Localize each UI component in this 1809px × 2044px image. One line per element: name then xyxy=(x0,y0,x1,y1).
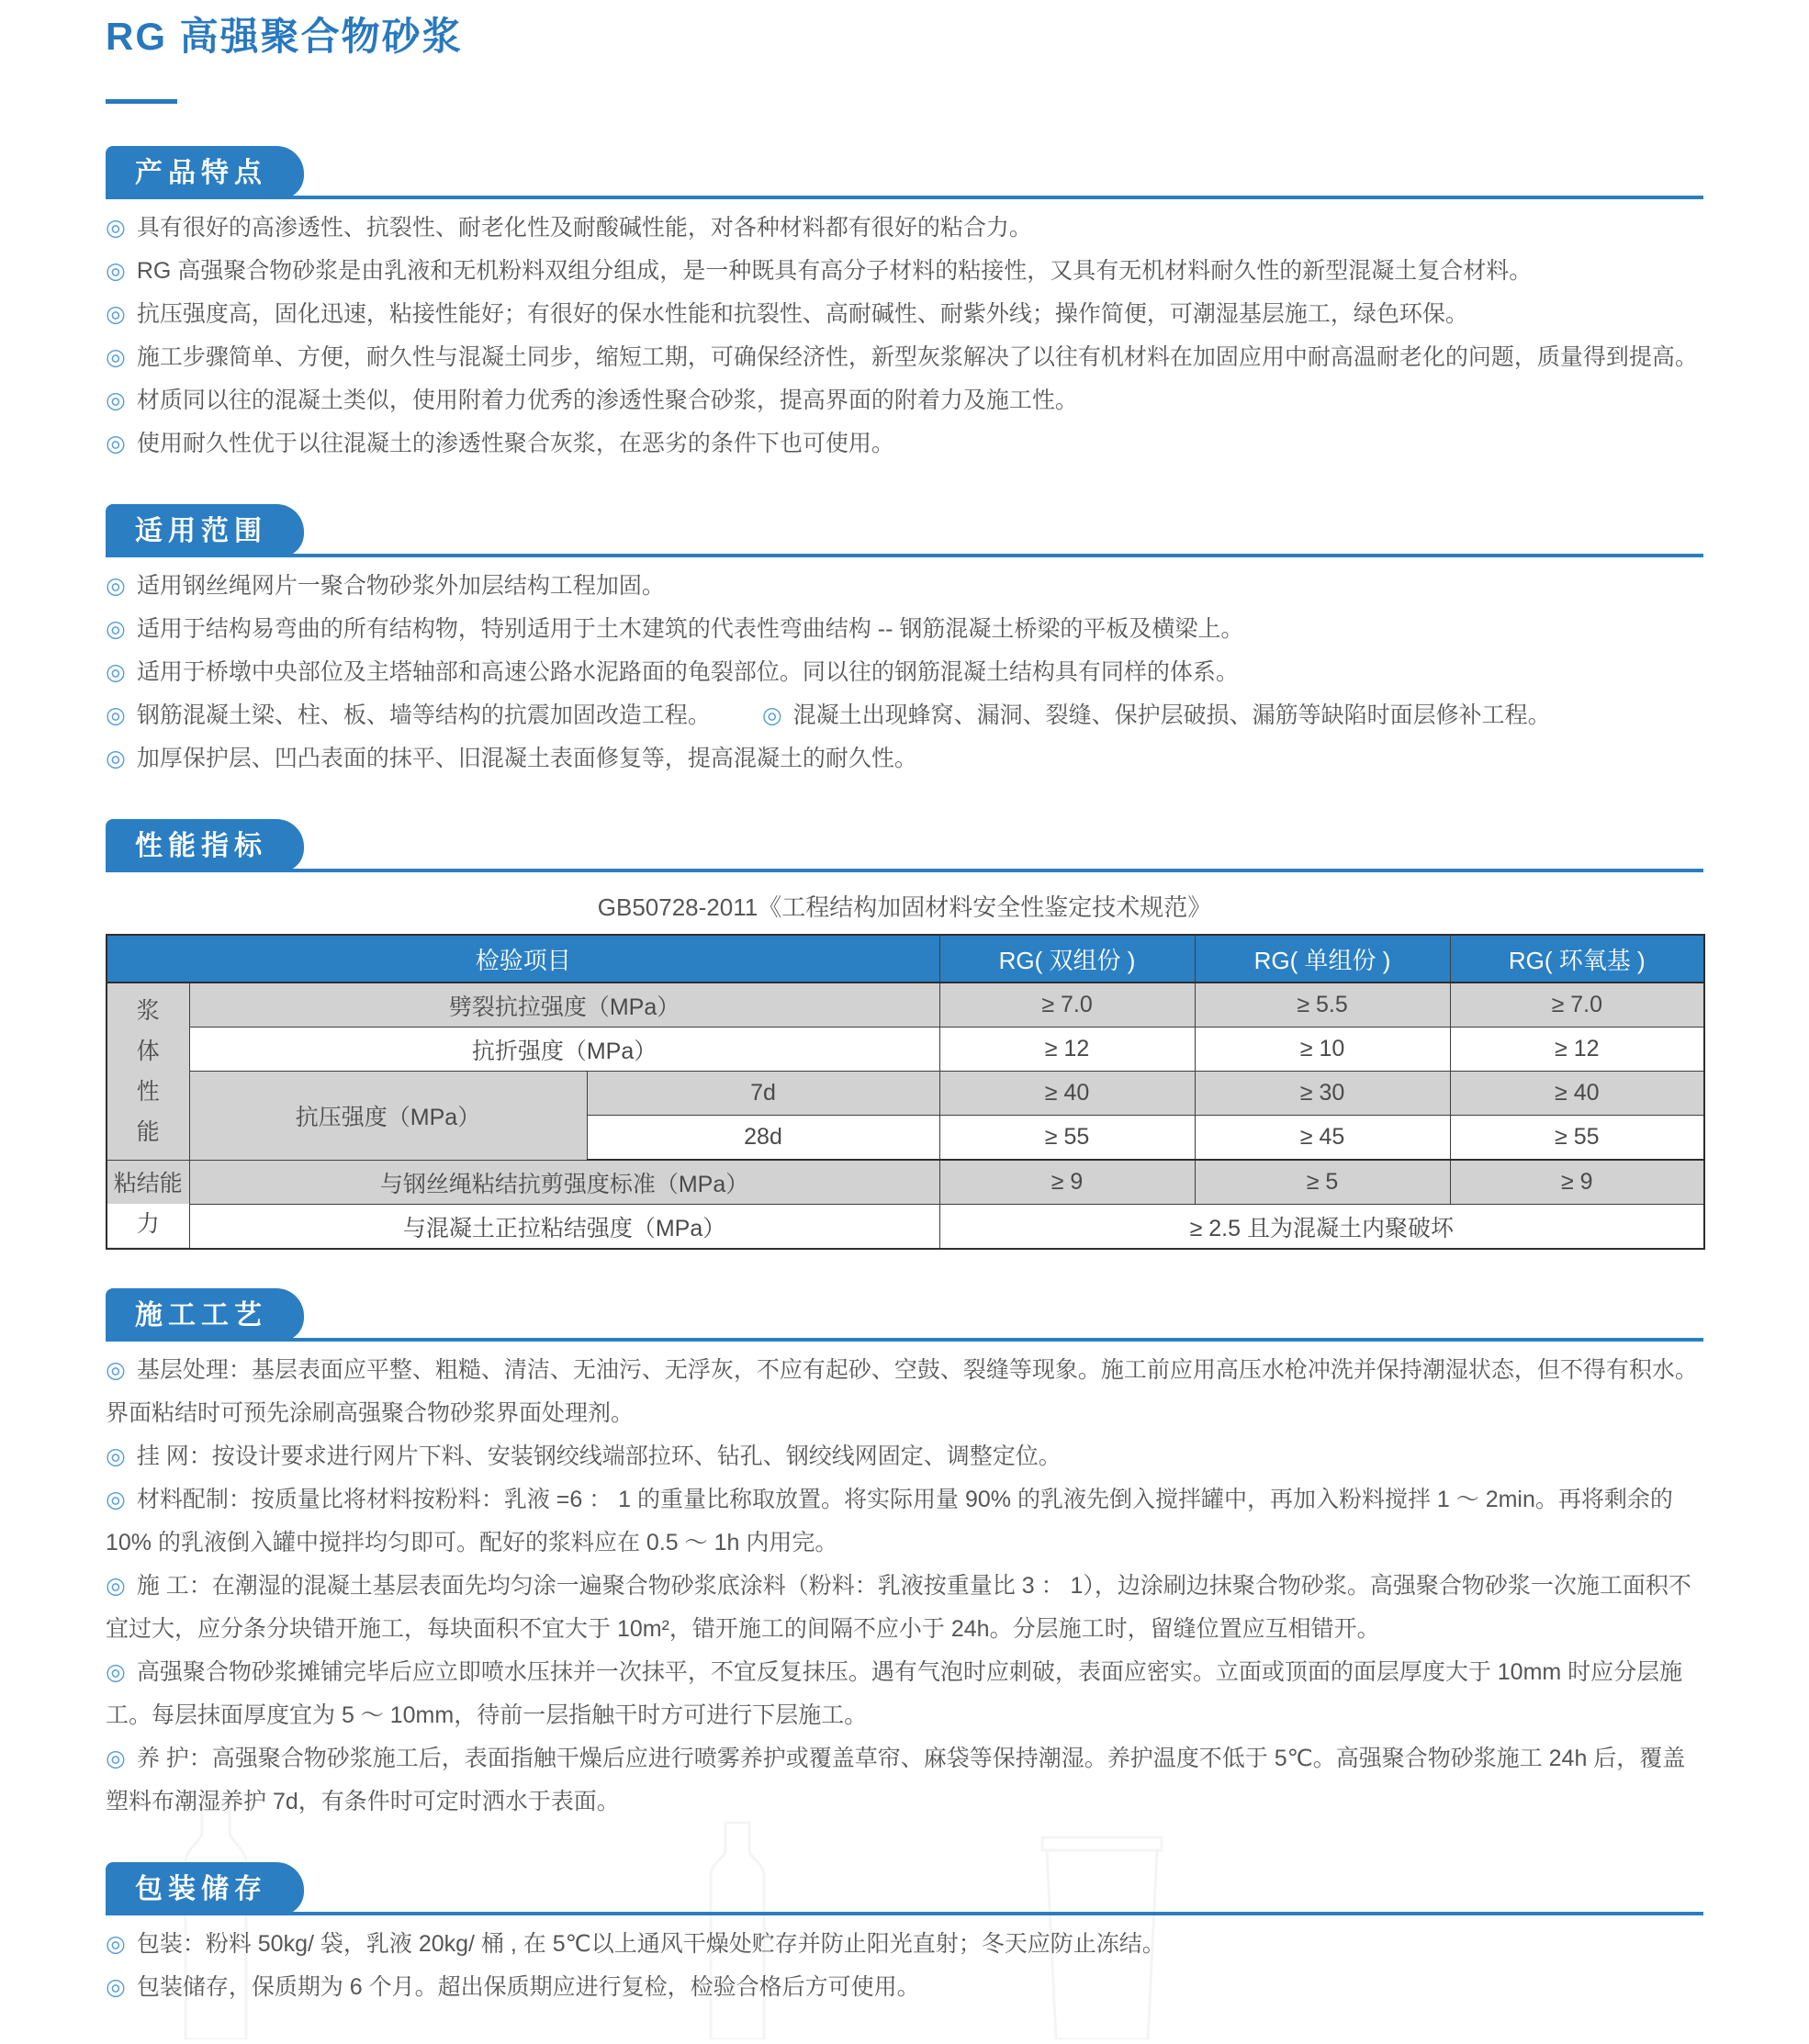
bullet-text: 养 护：高强聚合物砂浆施工后，表面指触干燥后应进行喷雾养护或覆盖草帘、麻袋等保持潮湿。养护温度不低于 5℃。高强聚合物砂浆施工 24h 后，覆盖塑料布潮湿养护 7d，有条件时可定时洒水于表面。 xyxy=(106,1746,1686,1814)
page-title: RG 高强聚合物砂浆 xyxy=(106,15,463,58)
bullet-icon: ◎ xyxy=(106,215,126,241)
bullet-text: 适用于桥墩中央部位及主塔轴部和高速公路水泥路面的龟裂部位。同以往的钢筋混凝土结构具有同样的体系。 xyxy=(136,659,1239,685)
bullet-text: 包装储存，保质期为 6 个月。超出保质期应进行复检，检验合格后方可使用。 xyxy=(136,1974,920,2000)
bullet-item xyxy=(106,379,1703,422)
bullet-icon: ◎ xyxy=(106,746,126,771)
bullet-item xyxy=(106,336,1703,379)
section-performance xyxy=(106,814,1703,1250)
bullet-icon: ◎ xyxy=(106,258,126,284)
group-label-bond: 粘结能力 xyxy=(107,1160,189,1249)
table-header-row xyxy=(107,935,1704,983)
bullet-item xyxy=(106,207,1703,250)
bullet-icon: ◎ xyxy=(106,573,126,599)
bullet-item xyxy=(106,1651,1703,1737)
table-row xyxy=(107,1205,1704,1250)
features-bullet-list xyxy=(106,199,1703,466)
value-cell-span: ≥ 2.5 且为混凝土内聚破坏 xyxy=(939,1205,1704,1250)
performance-table xyxy=(106,934,1705,1250)
value-cell: ≥ 30 xyxy=(1195,1072,1450,1116)
bullet-item xyxy=(106,1349,1703,1435)
value-cell: ≥ 7.0 xyxy=(1450,983,1704,1028)
bullet-item xyxy=(106,293,1703,336)
bullet-icon: ◎ xyxy=(106,1443,126,1469)
bullet-item xyxy=(106,1435,1703,1478)
table-row xyxy=(107,983,1704,1028)
bullet-icon: ◎ xyxy=(106,301,126,327)
table-row xyxy=(107,1028,1704,1072)
section-header xyxy=(106,140,1703,199)
value-cell: ≥ 40 xyxy=(1450,1072,1704,1116)
bullet-text: 包装：粉料 50kg/ 袋，乳液 20kg/ 桶 , 在 5℃以上通风干燥处贮存并防止阳光直射；冬天应防止冻结。 xyxy=(136,1931,1165,1957)
bullet-icon: ◎ xyxy=(106,1746,126,1771)
header-cell-rg-one-part: RG( 单组份 ) xyxy=(1195,935,1450,983)
section-tab-process: 施工工艺 xyxy=(106,1288,304,1342)
bullet-icon: ◎ xyxy=(106,1573,126,1599)
row-label: 抗折强度（MPa） xyxy=(189,1028,939,1072)
bullet-item xyxy=(106,1565,1703,1651)
section-header xyxy=(106,1857,1703,1915)
bullet-item xyxy=(106,608,1703,651)
bullet-text: 混凝土出现蜂窝、漏洞、裂缝、保护层破损、漏筋等缺陷时面层修补工程。 xyxy=(792,702,1551,728)
bullet-icon: ◎ xyxy=(106,1487,126,1512)
bullet-icon: ◎ xyxy=(106,344,126,370)
bullet-item xyxy=(106,1737,1703,1824)
bullet-text: 材质同以往的混凝土类似，使用附着力优秀的渗透性聚合砂浆，提高界面的附着力及施工性。 xyxy=(136,387,1078,413)
bullet-item xyxy=(106,651,1703,694)
value-cell: ≥ 45 xyxy=(1195,1116,1450,1161)
bullet-text: 施工步骤简单、方便，耐久性与混凝土同步，缩短工期，可确保经济性，新型灰浆解决了以往有机材料在加固应用中耐高温耐老化的问题，质量得到提高。 xyxy=(136,344,1698,370)
value-cell: ≥ 9 xyxy=(939,1160,1195,1205)
bullet-text: 使用耐久性优于以往混凝土的渗透性聚合灰浆，在恶劣的条件下也可使用。 xyxy=(136,431,894,456)
value-cell: ≥ 12 xyxy=(939,1028,1195,1072)
group-label-slurry: 浆体性能 xyxy=(107,983,189,1160)
value-cell: ≥ 7.0 xyxy=(939,983,1195,1028)
section-header xyxy=(106,499,1703,557)
value-cell: ≥ 9 xyxy=(1450,1160,1704,1205)
row-label-compressive: 抗压强度（MPa） xyxy=(189,1072,587,1161)
section-features xyxy=(106,140,1703,466)
bullet-text: 适用钢丝绳网片一聚合物砂浆外加层结构工程加固。 xyxy=(136,573,665,599)
sub-label-7d: 7d xyxy=(587,1072,939,1116)
row-label: 劈裂抗拉强度（MPa） xyxy=(189,983,939,1028)
section-header xyxy=(106,1283,1703,1342)
bullet-item xyxy=(106,1478,1703,1565)
bullet-icon: ◎ xyxy=(106,616,126,642)
value-cell: ≥ 40 xyxy=(939,1072,1195,1116)
value-cell: ≥ 55 xyxy=(939,1116,1195,1161)
row-label: 与钢丝绳粘结抗剪强度标准（MPa） xyxy=(189,1160,939,1205)
bullet-icon: ◎ xyxy=(106,659,126,685)
header-cell-rg-epoxy: RG( 环氧基 ) xyxy=(1450,935,1704,983)
bullet-text: 材料配制：按质量比将材料按粉料：乳液 =6 ： 1 的重量比称取放置。将实际用量 90% 的乳液先倒入搅拌罐中，再加入粉料搅拌 1 ～ 2min。再将剩余的 10% 的乳液倒入罐中搅拌均匀即可。配好的浆料应在 0.5 ～ 1h 内用完。 xyxy=(106,1487,1673,1555)
bullet-icon: ◎ xyxy=(106,1931,126,1957)
scope-bullet-list xyxy=(106,557,1703,781)
bullet-text: 基层处理：基层表面应平整、粗糙、清洁、无油污、无浮灰，不应有起砂、空鼓、裂缝等现象。施工前应用高压水枪冲洗并保持潮湿状态，但不得有积水。界面粘结时可预先涂刷高强聚合物砂浆界面处理剂。 xyxy=(106,1357,1698,1426)
value-cell: ≥ 5.5 xyxy=(1195,983,1450,1028)
title-underline xyxy=(106,99,177,104)
bullet-text: 高强聚合物砂浆摊铺完毕后应立即喷水压抹并一次抹平，不宜反复抹压。遇有气泡时应刺破，表面应密实。立面或顶面的面层厚度大于 10mm 时应分层施工。每层抹面厚度宜为 5 ～ 10mm，待前一层指触干时方可进行下层施工。 xyxy=(106,1659,1683,1728)
value-cell: ≥ 5 xyxy=(1195,1160,1450,1205)
row-label: 与混凝土正拉粘结强度（MPa） xyxy=(189,1205,939,1250)
value-cell: ≥ 55 xyxy=(1450,1116,1704,1161)
table-row xyxy=(107,1072,1704,1116)
bullet-icon: ◎ xyxy=(106,1974,126,2000)
bullet-icon: ◎ xyxy=(106,702,126,728)
section-tab-scope: 适用范围 xyxy=(106,504,304,557)
bullet-item xyxy=(106,250,1703,293)
bullet-text: 挂 网：按设计要求进行网片下料、安装钢绞线端部拉环、钻孔、钢绞线网固定、调整定位。 xyxy=(136,1443,1062,1469)
bullet-icon: ◎ xyxy=(106,1357,126,1383)
storage-bullet-list xyxy=(106,1915,1703,2009)
bullet-icon: ◎ xyxy=(106,1659,126,1685)
bullet-text: 加厚保护层、凹凸表面的抹平、旧混凝土表面修复等，提高混凝土的耐久性。 xyxy=(136,746,917,771)
bullet-text: RG 高强聚合物砂浆是由乳液和无机粉料双组分组成，是一种既具有高分子材料的粘接性，又具有无机材料耐久性的新型混凝土复合材料。 xyxy=(136,258,1533,284)
bullet-item xyxy=(106,737,1703,781)
header-cell-item: 检验项目 xyxy=(107,935,939,983)
bullet-item xyxy=(106,1966,1703,2009)
bullet-text: 适用于结构易弯曲的所有结构物，特别适用于土木建筑的代表性弯曲结构 -- 钢筋混凝土桥梁的平板及横梁上。 xyxy=(136,616,1244,642)
sub-label-28d: 28d xyxy=(587,1116,939,1161)
bullet-item xyxy=(106,422,1703,466)
table-caption: GB50728-2011《工程结构加固材料安全性鉴定技术规范》 xyxy=(597,893,1212,921)
section-tab-performance: 性能指标 xyxy=(106,819,304,872)
bullet-item xyxy=(106,565,1703,608)
bullet-text: 施 工：在潮湿的混凝土基层表面先均匀涂一遍聚合物砂浆底涂料（粉料：乳液按重量比 3 ： 1），边涂刷边抹聚合物砂浆。高强聚合物砂浆一次施工面积不宜过大，应分条分块错开施工，每块面积不宜大于 10m²，错开施工的间隔不应小于 24h。分层施工时，留缝位置应互相错开。 xyxy=(106,1573,1691,1642)
process-bullet-list xyxy=(106,1342,1703,1824)
header-cell-rg-two-part: RG( 双组份 ) xyxy=(939,935,1195,983)
section-tab-features: 产品特点 xyxy=(106,146,304,199)
section-header xyxy=(106,814,1703,872)
bullet-text: 钢筋混凝土梁、柱、板、墙等结构的抗震加固改造工程。 xyxy=(136,702,711,728)
section-storage xyxy=(106,1857,1703,2009)
bullet-icon: ◎ xyxy=(761,702,782,728)
section-scope xyxy=(106,499,1703,781)
section-process xyxy=(106,1283,1703,1824)
value-cell: ≥ 12 xyxy=(1450,1028,1704,1072)
bullet-icon: ◎ xyxy=(106,387,126,413)
value-cell: ≥ 10 xyxy=(1195,1028,1450,1072)
table-row xyxy=(107,1160,1704,1205)
bullet-item xyxy=(106,1923,1703,1966)
bullet-icon: ◎ xyxy=(106,431,126,456)
bullet-item-dual xyxy=(106,694,1703,737)
bullet-text: 具有很好的高渗透性、抗裂性、耐老化性及耐酸碱性能，对各种材料都有很好的粘合力。 xyxy=(136,215,1032,241)
section-tab-storage: 包装储存 xyxy=(106,1862,304,1915)
bullet-text: 抗压强度高，固化迅速，粘接性能好；有很好的保水性能和抗裂性、高耐碱性、耐紫外线；操作简便，可潮湿基层施工，绿色环保。 xyxy=(136,301,1468,327)
